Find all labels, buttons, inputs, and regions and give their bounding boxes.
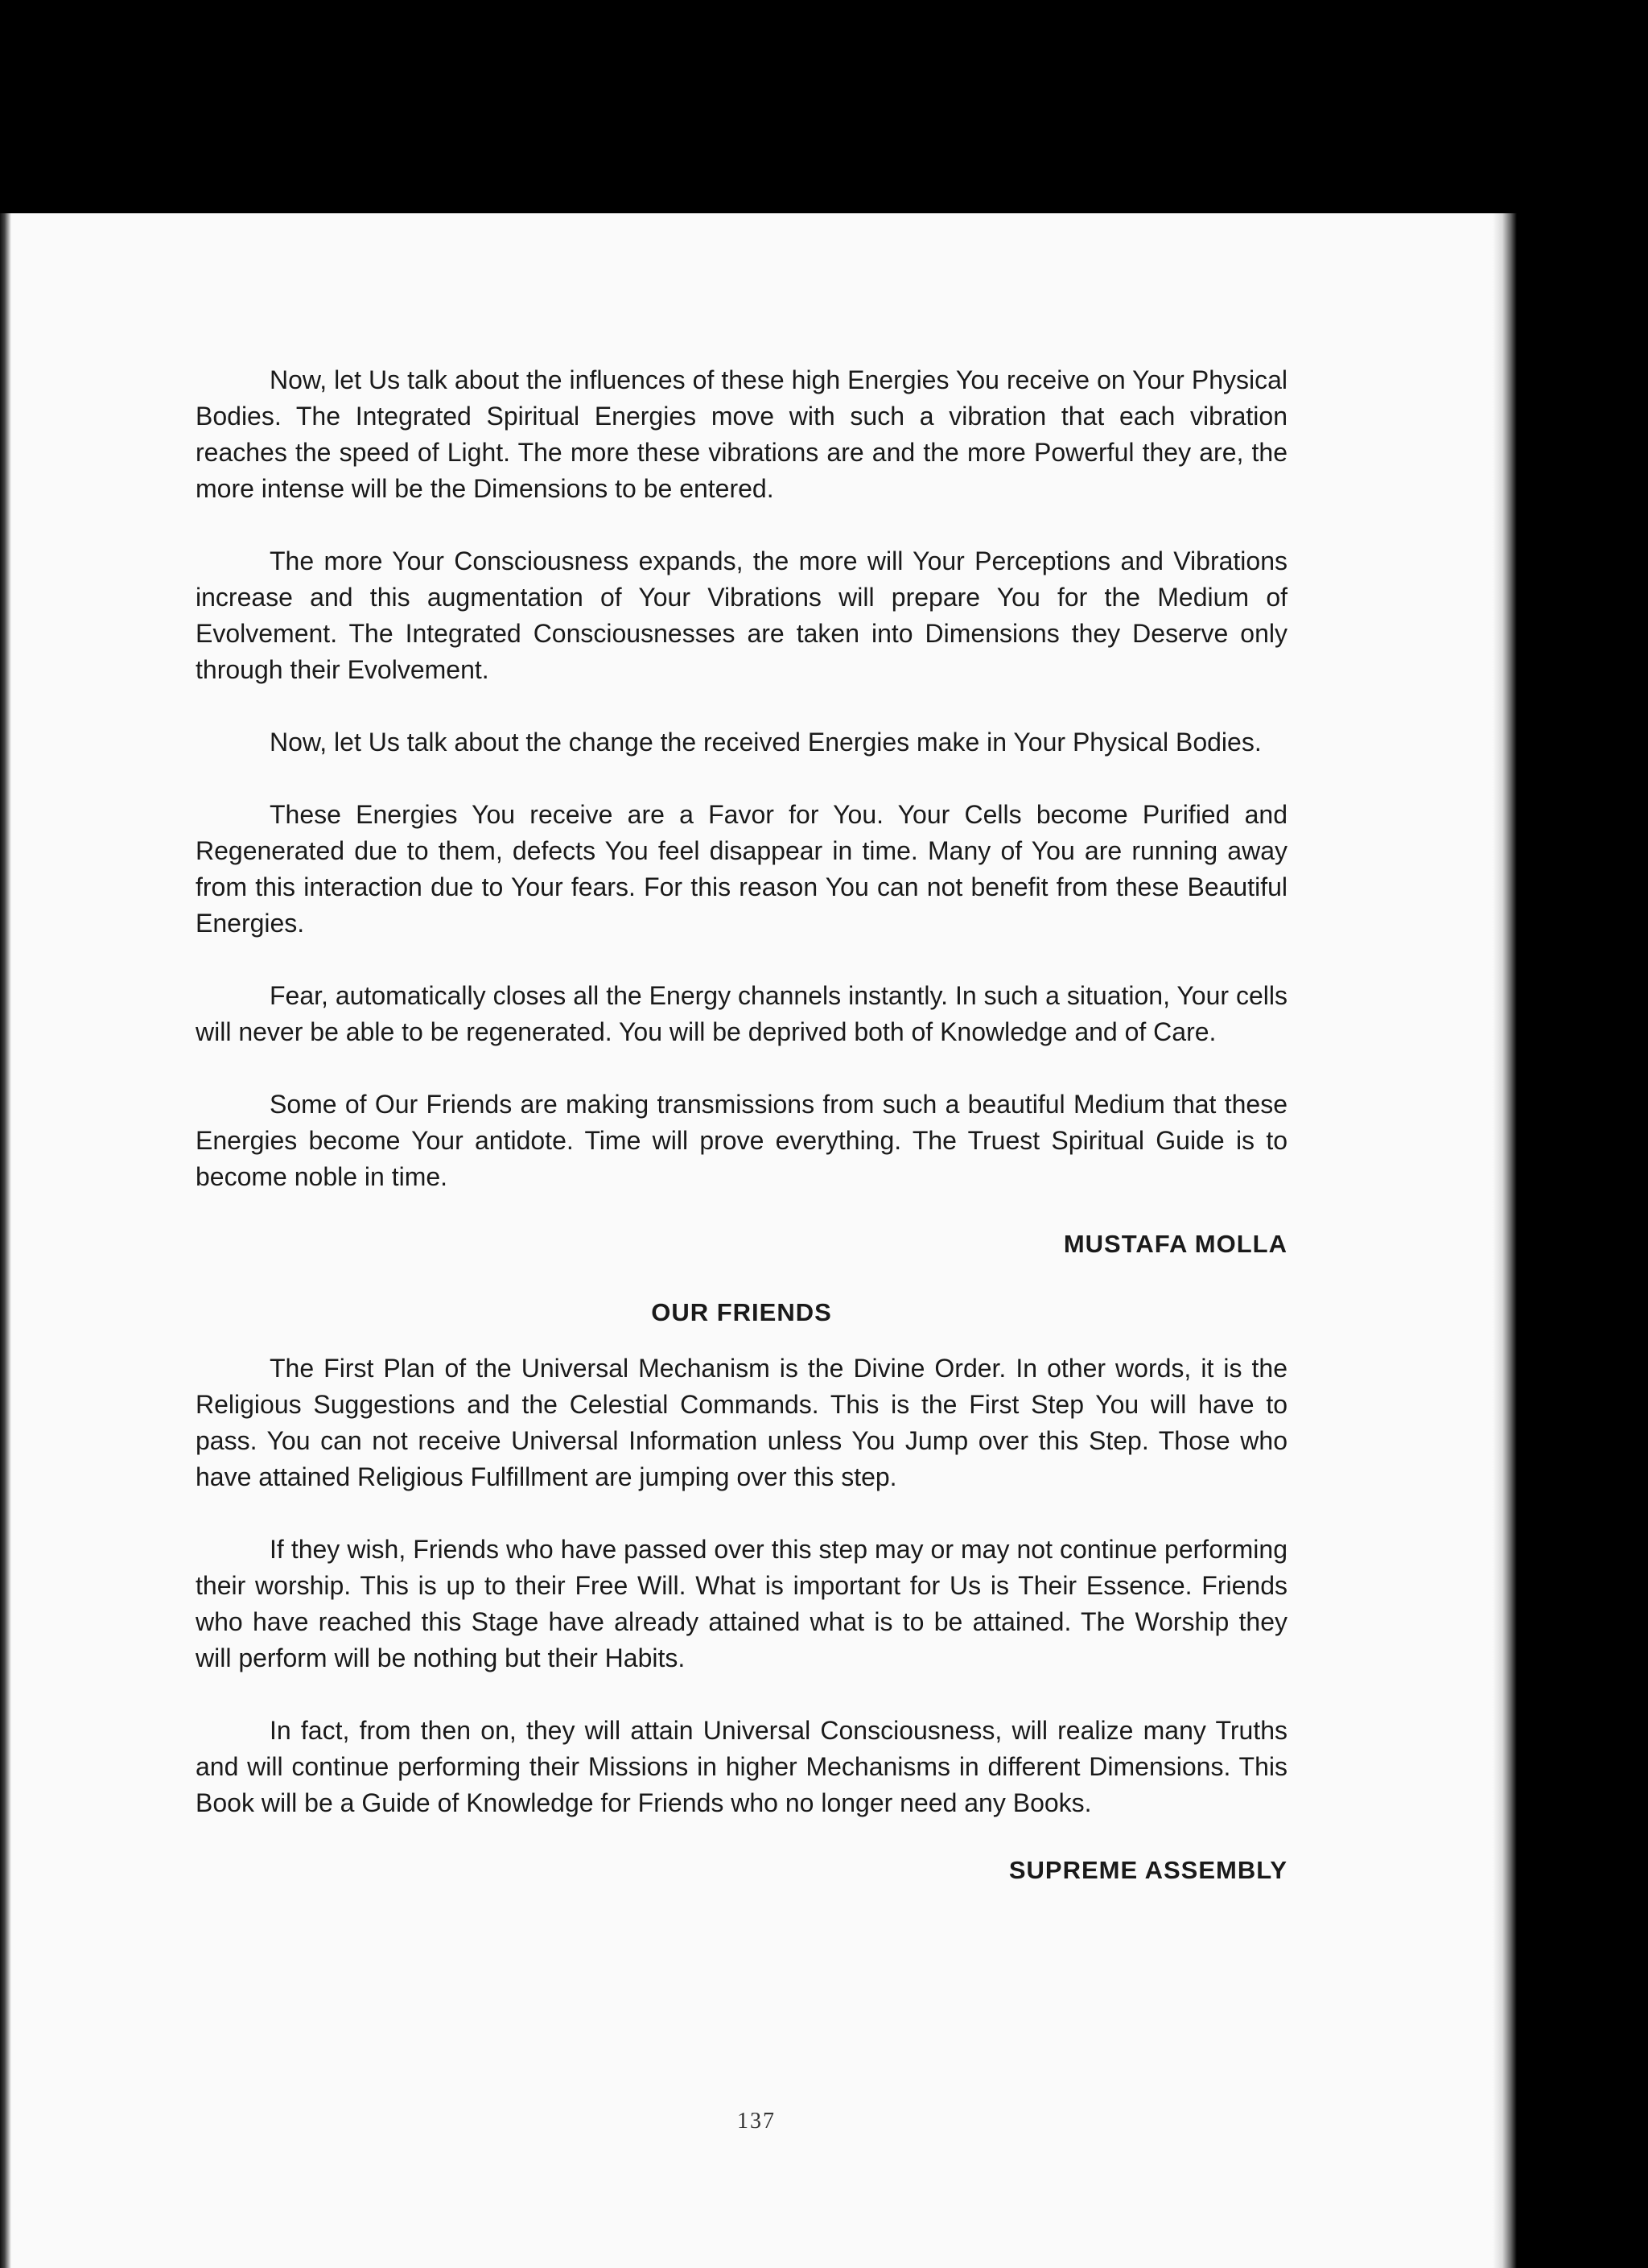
section-heading: OUR FRIENDS bbox=[651, 1298, 832, 1326]
body-paragraph: Fear, automatically closes all the Energy channels instantly. In such a situation, Your cells will never be able to be regenerated. You will be deprived both of Knowledge and of Care. bbox=[196, 981, 1288, 1046]
body-paragraph: Now, let Us talk about the influences of these high Energies You receive on Your Physical Bodies. The Integrated Spiritual Energies move with such a vibration that each vibration reaches the speed of Light. The more these vibrations are and the more Powerful they are, the more intense will be the Dimensions to be entered. bbox=[196, 365, 1288, 503]
signature-supreme-assembly: SUPREME ASSEMBLY bbox=[1008, 1856, 1288, 1884]
body-paragraph: The more Your Consciousness expands, the more will Your Perceptions and Vibrations increase and this augmentation of Your Vibrations will prepare You for the Medium of Evolvement. The Integrated Consciousnesses are taken into Dimensions they Deserve only through their Evolvement. bbox=[196, 546, 1288, 684]
body-paragraph: Now, let Us talk about the change the received Energies make in Your Physical Bodies. bbox=[270, 728, 1262, 757]
body-paragraph: If they wish, Friends who have passed over this step may or may not continue performing their worship. This is up to their Free Will. What is important for Us is Their Essence. Friends who have reached this Stage have already attained what is to be attained. The Worship they will perform will be nothing but their Habits. bbox=[196, 1535, 1288, 1672]
page-number: 137 bbox=[737, 2109, 776, 2134]
page-edge-shadow bbox=[1493, 213, 1517, 2268]
binding-shadow bbox=[0, 213, 11, 2268]
body-paragraph: The First Plan of the Universal Mechanism is the Divine Order. In other words, it is the Religious Suggestions and the Celestial Commands. This is the First Step You will have to pass. You can not receive Universal Information unless You Jump over this Step. Those who have attained Religious Fulfillment are jumping over this step. bbox=[196, 1354, 1288, 1491]
page-body bbox=[196, 362, 1288, 1888]
body-paragraph: These Energies You receive are a Favor for You. Your Cells become Purified and Regenerated due to them, defects You feel disappear in time. Many of You are running away from this interaction due to Your fears. For this reason You can not benefit from these Beautiful Energies. bbox=[196, 800, 1288, 938]
signature-mustafa-molla: MUSTAFA MOLLA bbox=[1063, 1230, 1288, 1258]
body-paragraph: Some of Our Friends are making transmissions from such a beautiful Medium that these Energies become Your antidote. Time will prove everything. The Truest Spiritual Guide is to become noble in time. bbox=[196, 1090, 1288, 1191]
body-paragraph: In fact, from then on, they will attain Universal Consciousness, will realize many Truths and will continue performing their Missions in higher Mechanisms in different Dimensions. This Book will be a Guide of Knowledge for Friends who no longer need any Books. bbox=[196, 1716, 1288, 1817]
